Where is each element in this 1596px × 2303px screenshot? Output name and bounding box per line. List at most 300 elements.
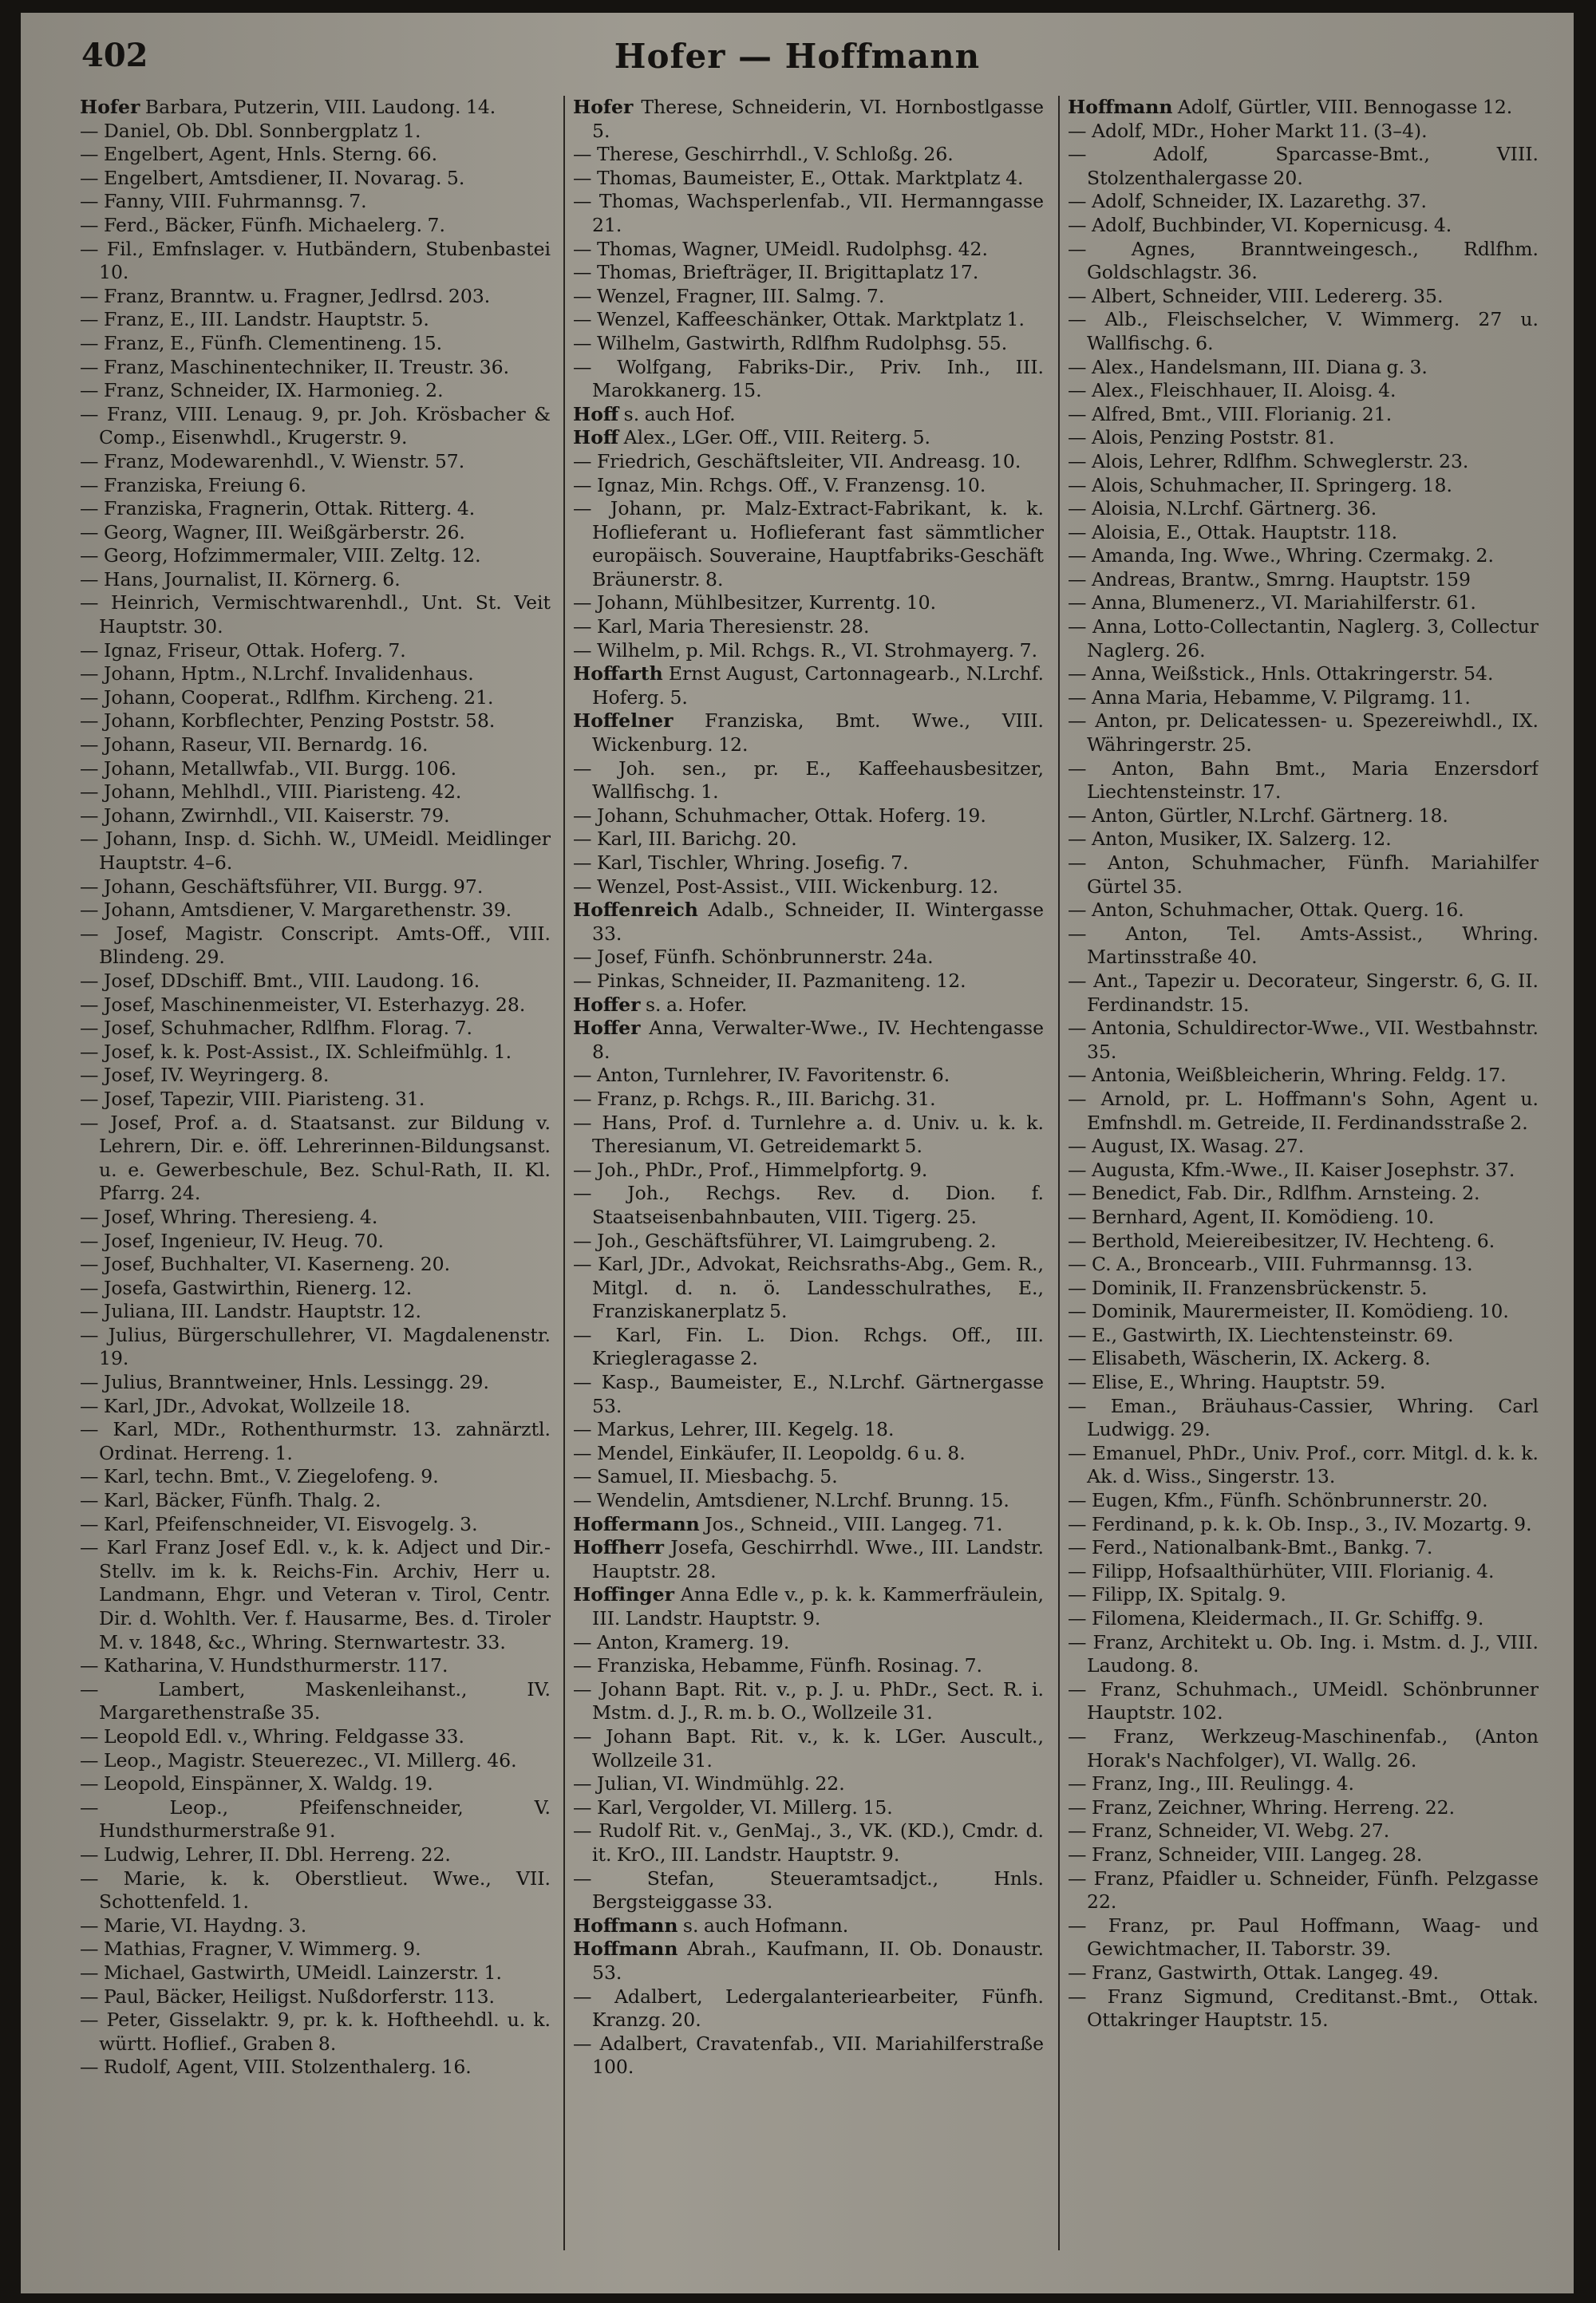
entry-text: — Karl, Tischler, Whring. Josefig. 7. (573, 851, 909, 874)
directory-entry (573, 993, 1044, 1017)
entry-text: — Franz, E., Fünfh. Clementineng. 15. (80, 331, 443, 354)
directory-entry (573, 804, 1044, 828)
entry-text: — Franz, Modewarenhdl., V. Wienstr. 57. (80, 449, 465, 472)
directory-entry (80, 143, 551, 167)
entry-text: — Filipp, IX. Spitalg. 9. (1068, 1583, 1286, 1606)
directory-entry (80, 1938, 551, 1961)
directory-entry (1068, 1324, 1539, 1348)
entry-text: — Karl, Bäcker, Fünfh. Thalg. 2. (80, 1489, 381, 1512)
entry-text: — Juliana, III. Landstr. Hauptstr. 12. (80, 1300, 421, 1323)
directory-entry (1068, 544, 1539, 568)
directory-entry (1068, 1277, 1539, 1301)
directory-entry (80, 308, 551, 332)
entry-text: — Joh., Geschäftsführer, VI. Laimgrubeng. 2. (573, 1229, 997, 1252)
directory-entry (573, 285, 1044, 309)
directory-entry (573, 1465, 1044, 1489)
entry-text: — Mendel, Einkäufer, II. Leopoldg. 6 u. 8. (573, 1441, 966, 1464)
directory-entry (80, 1843, 551, 1867)
directory-entry (573, 332, 1044, 356)
directory-entry (80, 285, 551, 309)
entry-text: — Karl, III. Barichg. 20. (573, 828, 797, 851)
entry-text: — Alb., Fleischselcher, V. Wimmerg. 27 u. Wallfischg. 6. (1068, 308, 1539, 354)
entry-text: — Josef, Maschinenmeister, VI. Esterhazyg. 28. (80, 993, 526, 1016)
directory-entry (80, 1041, 551, 1065)
directory-entry (1068, 1583, 1539, 1607)
directory-entry (573, 1418, 1044, 1442)
entry-text: — Anton, pr. Delicatessen- u. Spezereiwhdl., IX. Währingerstr. 25. (1068, 709, 1539, 756)
entry-text: — Josef, Tapezir, VIII. Piaristeng. 31. (80, 1087, 425, 1110)
directory-entry (80, 474, 551, 498)
entry-text: — Kasp., Baumeister, E., N.Lrchf. Gärtnergasse 53. (573, 1371, 1044, 1417)
directory-entry (1068, 1395, 1539, 1442)
directory-entry (573, 639, 1044, 663)
directory-entry (1068, 450, 1539, 474)
entry-text: — Mathias, Fragner, V. Wimmerg. 9. (80, 1938, 421, 1961)
directory-entry (1068, 1371, 1539, 1395)
entry-text: — Johann, Zwirnhdl., VII. Kaiserstr. 79. (80, 804, 450, 827)
entry-text: Franziska, Bmt. Wwe., VIII. Wickenburg. 12. (592, 709, 1044, 756)
entry-text: — Augusta, Kfm.-Wwe., II. Kaiser Josephstr. 37. (1068, 1158, 1515, 1181)
entry-text: — Karl, MDr., Rothenthurmstr. 13. zahnärztl. Ordinat. Herreng. 1. (80, 1418, 551, 1464)
directory-entry (80, 1725, 551, 1749)
directory-entry (573, 662, 1044, 709)
entry-text: — Adolf, MDr., Hoher Markt 11. (3–4). (1068, 119, 1428, 142)
directory-entry (1068, 308, 1539, 355)
directory-entry (80, 167, 551, 191)
entry-text: Abrah., Kaufmann, II. Ob. Donaustr. 53. (592, 1938, 1044, 1984)
entry-text: — Samuel, II. Miesbachg. 5. (573, 1465, 838, 1488)
directory-entry (573, 426, 1044, 450)
entry-text: — Anton, Tel. Amts-Assist., Whring. Martinsstraße 40. (1068, 922, 1539, 969)
entry-text: — Anton, Bahn Bmt., Maria Enzersdorf Liechtensteinstr. 17. (1068, 756, 1539, 804)
entry-text: — Hans, Prof. d. Turnlehre a. d. Univ. u. k. k. Theresianum, VI. Getreidemarkt 5. (573, 1111, 1044, 1158)
entry-text: — Josef, DDschiff. Bmt., VIII. Laudong. 16. (80, 969, 480, 992)
directory-entry (1068, 1442, 1539, 1489)
directory-entry (1068, 1513, 1539, 1537)
entry-text: — Franz, Schuhmach., UMeidl. Schönbrunner Hauptstr. 102. (1068, 1677, 1539, 1724)
entry-text: — Johann, Cooperat., Rdlfhm. Kircheng. 21. (80, 685, 494, 709)
entry-text: — Filomena, Kleidermach., II. Gr. Schiffg. 9. (1068, 1607, 1484, 1629)
directory-entry (80, 993, 551, 1017)
directory-entry (80, 450, 551, 474)
entry-text: — Franz Sigmund, Creditanst.-Bmt., Ottak. Ottakringer Hauptstr. 15. (1068, 1985, 1539, 2032)
entry-text: — Franz, Gastwirth, Ottak. Langeg. 49. (1068, 1961, 1440, 1984)
directory-entry (80, 922, 551, 970)
directory-entry (1068, 96, 1539, 120)
directory-entry (573, 190, 1044, 237)
entry-text: — Hans, Journalist, II. Körnerg. 6. (80, 567, 401, 591)
directory-entry (573, 238, 1044, 262)
directory-entry (80, 899, 551, 922)
entry-text: — Johann, Geschäftsführer, VII. Burgg. 97. (80, 875, 484, 898)
entry-text: — Anton, Kramerg. 19. (573, 1630, 790, 1653)
entry-text: — Thomas, Briefträger, II. Brigittaplatz 17. (573, 261, 979, 284)
directory-entry (573, 1442, 1044, 1466)
directory-entry (1068, 1607, 1539, 1631)
entry-text: — E., Gastwirth, IX. Liechtensteinstr. 69. (1068, 1323, 1454, 1346)
entry-text: — Franz, Schneider, VI. Webg. 27. (1068, 1819, 1390, 1843)
entry-text: — Alois, Penzing Poststr. 81. (1068, 426, 1335, 449)
entry-text: — Franz, Werkzeug-Maschinenfab., (Anton Horak's Nachfolger), VI. Wallg. 26. (1068, 1724, 1539, 1772)
directory-entry (80, 356, 551, 380)
directory-entry (573, 450, 1044, 474)
entry-text: — Daniel, Ob. Dbl. Sonnbergplatz 1. (80, 119, 421, 142)
entry-text: — Adalbert, Ledergalanteriearbeiter, Fünfh. Kranzg. 20. (573, 1985, 1044, 2032)
directory-entry (80, 1914, 551, 1938)
directory-entry (80, 1513, 551, 1537)
directory-entry (573, 1536, 1044, 1583)
surname-heading: Hoffarth (573, 662, 663, 685)
directory-entry (573, 709, 1044, 756)
directory-entry (80, 238, 551, 285)
entry-text: — Georg, Hofzimmermaler, VIII. Zeltg. 12. (80, 544, 481, 567)
entry-text: Adolf, Gürtler, VIII. Bennogasse 12. (1177, 96, 1513, 118)
entry-text: — Fanny, VIII. Fuhrmannsg. 7. (80, 190, 367, 213)
entry-text: — Franz, Architekt u. Ob. Ing. i. Mstm. d. J., VIII. Laudong. 8. (1068, 1630, 1539, 1677)
directory-entry (573, 1088, 1044, 1112)
entry-text: — Josef, k. k. Post-Assist., IX. Schleifmühlg. 1. (80, 1040, 512, 1063)
entry-text: s. auch Hof. (623, 402, 736, 425)
directory-entry (1068, 1182, 1539, 1206)
directory-entry (573, 1064, 1044, 1088)
entry-text: — Adolf, Sparcasse-Bmt., VIII. Stolzenthalergasse 20. (1068, 143, 1539, 189)
directory-entry (573, 1017, 1044, 1064)
column-right (1068, 96, 1539, 2266)
directory-entry (1068, 1230, 1539, 1254)
directory-entry (80, 332, 551, 356)
entry-text: — Joh., Rechgs. Rev. d. Dion. f. Staatseisenbahnbauten, VIII. Tigerg. 25. (573, 1182, 1044, 1228)
directory-entry (1068, 285, 1539, 309)
directory-entry (80, 1371, 551, 1395)
directory-entry (573, 1182, 1044, 1229)
entry-text: — Alex., Fleischhauer, II. Aloisg. 4. (1068, 379, 1396, 402)
surname-heading: Hoffmann (573, 1914, 678, 1937)
page-header (21, 37, 1574, 81)
directory-entry (573, 1819, 1044, 1866)
entry-text: — Franz, p. Rchgs. R., III. Barichg. 31. (573, 1087, 936, 1110)
directory-entry (1068, 1159, 1539, 1183)
directory-entry (80, 780, 551, 804)
directory-entry (573, 899, 1044, 946)
directory-entry (573, 828, 1044, 851)
entry-text: — Lambert, Maskenleihanst., IV. Margarethenstraße 35. (80, 1677, 551, 1724)
entry-text: Anna Edle v., p. k. k. Kammerfräulein, III. Landstr. Hauptstr. 9. (592, 1583, 1044, 1629)
entry-text: — Anton, Turnlehrer, IV. Favoritenstr. 6. (573, 1064, 950, 1087)
directory-entry (80, 1253, 551, 1277)
entry-text: — Rudolf, Agent, VIII. Stolzenthalerg. 16. (80, 2056, 472, 2079)
directory-entry (80, 591, 551, 638)
directory-entry (1068, 970, 1539, 1017)
directory-entry (80, 1536, 551, 1654)
entry-text: — Franz, Zeichner, Whring. Herreng. 22. (1068, 1795, 1456, 1819)
entry-text: — Peter, Gisselaktr. 9, pr. k. k. Hoftheehdl. u. k. württ. Hoflief., Graben 8. (80, 2009, 551, 2055)
entry-text: — Franziska, Fragnerin, Ottak. Ritterg. 4. (80, 497, 476, 520)
entry-text: — Eman., Bräuhaus-Cassier, Whring. Carl Ludwigg. 29. (1068, 1394, 1539, 1441)
directory-entry (80, 1300, 551, 1324)
entry-text: — Anna, Lotto-Collectantin, Naglerg. 3, Collectur Naglerg. 26. (1068, 615, 1539, 662)
entry-text: — Johann Bapt. Rit. v., p. J. u. PhDr., Sect. R. i. Mstm. d. J., R. m. b. O., Wollzeile 31. (573, 1677, 1044, 1724)
directory-entry (1068, 426, 1539, 450)
entry-text: — Adalbert, Cravatenfab., VII. Mariahilferstraße 100. (573, 2032, 1044, 2079)
directory-entry (1068, 899, 1539, 922)
entry-text: — Ferd., Nationalbank-Bmt., Bankg. 7. (1068, 1536, 1433, 1559)
entry-text: — Aloisia, N.Lrchf. Gärtnerg. 36. (1068, 497, 1377, 520)
directory-entry (1068, 1536, 1539, 1560)
directory-entry (1068, 1843, 1539, 1867)
entry-text: — Johann, Schuhmacher, Ottak. Hoferg. 19. (573, 804, 986, 827)
directory-entry (1068, 356, 1539, 380)
directory-entry (573, 356, 1044, 403)
directory-entry (573, 970, 1044, 993)
directory-entry (80, 709, 551, 733)
entry-text: — Johann, Korbflechter, Penzing Poststr. 58. (80, 709, 496, 733)
directory-entry (573, 1324, 1044, 1371)
entry-text: — Josef, Schuhmacher, Rdlfhm. Florag. 7. (80, 1017, 472, 1040)
directory-entry (1068, 1631, 1539, 1678)
entry-text: — Anna, Weißstick., Hnls. Ottakringerstr. 54. (1068, 662, 1494, 685)
entry-text: — Anna, Blumenerz., VI. Mariahilferstr. 61. (1068, 591, 1476, 614)
entry-text: — Wolfgang, Fabriks-Dir., Priv. Inh., III. Marokkanerg. 15. (573, 355, 1044, 402)
surname-heading: Hoffer (573, 993, 641, 1016)
entry-text: — Johann, Insp. d. Sichh. W., UMeidl. Meidlinger Hauptstr. 4–6. (80, 828, 551, 874)
directory-entry (80, 1088, 551, 1112)
entry-text: — Eugen, Kfm., Fünfh. Schönbrunnerstr. 20. (1068, 1489, 1488, 1512)
entry-text: — Wenzel, Kaffeeschänker, Ottak. Marktplatz 1. (573, 308, 1025, 331)
directory-entry (80, 1961, 551, 1985)
entry-text: — Berthold, Meiereibesitzer, IV. Hechteng. 6. (1068, 1229, 1495, 1252)
entry-text: — Filipp, Hofsaalthürhüter, VIII. Florianig. 4. (1068, 1559, 1495, 1582)
entry-text: — Johann Bapt. Rit. v., k. k. LGer. Auscult., Wollzeile 31. (573, 1724, 1044, 1772)
entry-text: — Josef, Fünfh. Schönbrunnerstr. 24a. (573, 946, 934, 969)
directory-entry (80, 1489, 551, 1513)
entry-text: — Karl, techn. Bmt., V. Ziegelofeng. 9. (80, 1465, 439, 1488)
directory-entry (573, 1631, 1044, 1655)
entry-text: — Dominik, Maurermeister, II. Komödieng. 10. (1068, 1300, 1509, 1323)
entry-text: — Antonia, Weißbleicherin, Whring. Feldg. 17. (1068, 1064, 1507, 1087)
entry-text: — Josefa, Gastwirthin, Rienerg. 12. (80, 1276, 413, 1299)
directory-entry (573, 1725, 1044, 1772)
directory-entry (1068, 1772, 1539, 1796)
column-middle (573, 96, 1044, 2266)
entry-text: — Ignaz, Friseur, Ottak. Hoferg. 7. (80, 638, 406, 662)
entry-text: — Wenzel, Post-Assist., VIII. Wickenburg. 12. (573, 875, 999, 898)
entry-text: — Aloisia, E., Ottak. Hauptstr. 118. (1068, 520, 1398, 543)
entry-text: — Arnold, pr. L. Hoffmann's Sohn, Agent u. Emfnshdl. m. Getreide, II. Ferdinandsstraße 2. (1068, 1087, 1539, 1134)
directory-entry (1068, 1796, 1539, 1820)
directory-entry (80, 214, 551, 238)
directory-entry (573, 1938, 1044, 1985)
directory-entry (1068, 214, 1539, 238)
entry-text: — Joh., PhDr., Prof., Himmelpfortg. 9. (573, 1158, 928, 1181)
entry-text: — Johann, Mühlbesitzer, Kurrentg. 10. (573, 591, 937, 614)
entry-text: — Fil., Emfnslager. v. Hutbändern, Stubenbastei 10. (80, 237, 551, 284)
entry-text: — Karl Franz Josef Edl. v., k. k. Adject und Dir.-Stellv. im k. k. Reichs-Fin. Archiv, Herr u. Landmann, Ehgr. und Veteran v. Tirol, Centr. Dir. d. Wohlth. Ver. f. Hausarme, Bes. d. Tiroler M. v. 1848, &c., Whring. Sternwartestr. 33. (80, 1536, 551, 1653)
entry-text: Josefa, Geschirrhdl. Wwe., III. Landstr. Hauptstr. 28. (592, 1536, 1044, 1582)
surname-heading: Hofer (80, 96, 140, 118)
directory-entry (573, 1159, 1044, 1183)
directory-entry (1068, 1253, 1539, 1277)
entry-text: — Wilhelm, Gastwirth, Rdlfhm Rudolphsg. 55. (573, 331, 1008, 354)
directory-entry (1068, 1347, 1539, 1371)
entry-text: — Karl, Pfeifenschneider, VI. Eisvogelg. 3. (80, 1512, 478, 1535)
directory-entry (573, 261, 1044, 285)
directory-entry (1068, 1867, 1539, 1914)
directory-entry (80, 1395, 551, 1419)
directory-entry (80, 120, 551, 144)
entry-text: — Anna Maria, Hebamme, V. Pilgramg. 11. (1068, 685, 1471, 709)
entry-text: — Marie, k. k. Oberstlieut. Wwe., VII. Schottenfeld. 1. (80, 1866, 551, 1914)
directory-entry (573, 143, 1044, 167)
surname-heading: Hoffmann (573, 1938, 678, 1961)
entry-text: s. auch Hofmann. (682, 1914, 849, 1937)
directory-entry (573, 1253, 1044, 1324)
directory-entry (80, 757, 551, 781)
entry-text: — Markus, Lehrer, III. Kegelg. 18. (573, 1418, 895, 1441)
entry-text: — Franz, pr. Paul Hoffmann, Waag- und Gewichtmacher, II. Taborstr. 39. (1068, 1914, 1539, 1961)
directory-entry (1068, 1300, 1539, 1324)
directory-entry (80, 875, 551, 899)
entry-text: Barbara, Putzerin, VIII. Laudong. 14. (144, 96, 496, 118)
entry-text: Adalb., Schneider, II. Wintergasse 33. (592, 899, 1044, 945)
directory-entry (80, 1985, 551, 2009)
directory-entry (1068, 804, 1539, 828)
entry-text: — Anton, Musiker, IX. Salzerg. 12. (1068, 828, 1392, 851)
entry-text: — Karl, JDr., Advokat, Wollzeile 18. (80, 1394, 411, 1417)
entry-text: — Marie, VI. Haydng. 3. (80, 1914, 307, 1937)
directory-entry (1068, 1017, 1539, 1064)
directory-entry (1068, 568, 1539, 592)
directory-entry (80, 804, 551, 828)
entry-text: — Franz, Maschinentechniker, II. Treustr. 36. (80, 355, 510, 378)
directory-entry (573, 1914, 1044, 1938)
directory-entry (1068, 1489, 1539, 1513)
directory-entry (1068, 662, 1539, 686)
entry-text: s. a. Hofer. (645, 993, 748, 1016)
directory-entry (1068, 1914, 1539, 1961)
directory-entry (573, 591, 1044, 615)
directory-entry (80, 521, 551, 545)
entry-text: — Franz, VIII. Lenaug. 9, pr. Joh. Krösbacher & Comp., Eisenwhdl., Krugerstr. 9. (80, 402, 551, 449)
directory-entry (1068, 686, 1539, 710)
directory-entry (80, 1112, 551, 1206)
directory-entry (1068, 1725, 1539, 1772)
entry-text: — Anton, Schuhmacher, Fünfh. Mariahilfer Gürtel 35. (1068, 851, 1539, 898)
directory-entry (573, 1513, 1044, 1537)
directory-entry (1068, 521, 1539, 545)
entry-text: — Rudolf Rit. v., GenMaj., 3., VK. (KD.), Cmdr. d. it. KrO., III. Landstr. Hauptstr. 9. (573, 1819, 1044, 1866)
directory-page (21, 13, 1574, 2293)
entry-text: — Thomas, Wagner, UMeidl. Rudolphsg. 42. (573, 237, 988, 260)
entry-text: — Johann, Metallwfab., VII. Burgg. 106. (80, 756, 457, 780)
entry-text: — Franziska, Hebamme, Fünfh. Rosinag. 7. (573, 1654, 982, 1677)
directory-entry (1068, 922, 1539, 970)
entry-text: — Thomas, Wachsperlenfab., VII. Hermanngasse 21. (573, 190, 1044, 236)
directory-entry (80, 379, 551, 403)
entry-text: — Johann, Amtsdiener, V. Margarethenstr. 39. (80, 899, 512, 922)
directory-entry (1068, 1678, 1539, 1725)
surname-heading: Hoffelner (573, 709, 674, 733)
entry-text: — Ferdinand, p. k. k. Ob. Insp., 3., IV. Mozartg. 9. (1068, 1512, 1532, 1535)
entry-text: — Wendelin, Amtsdiener, N.Lrchf. Brunng. 15. (573, 1489, 1009, 1512)
entry-text: — Leopold Edl. v., Whring. Feldgasse 33. (80, 1724, 464, 1748)
entry-text: — Johann, pr. Malz-Extract-Fabrikant, k. k. Hoflieferant u. Hoflieferant fast sämmtlicher europäisch. Souveraine, Hauptfabriks-Geschäft Bräunerstr. 8. (573, 497, 1044, 591)
directory-entry (573, 308, 1044, 332)
directory-entry (80, 403, 551, 450)
directory-entry (573, 1583, 1044, 1630)
directory-entry (1068, 709, 1539, 756)
entry-text: Alex., LGer. Off., VIII. Reiterg. 5. (623, 426, 930, 449)
directory-entry (1068, 1560, 1539, 1584)
directory-entry (80, 686, 551, 710)
surname-heading: Hoffinger (573, 1583, 674, 1606)
entry-text: — Engelbert, Agent, Hnls. Sterng. 66. (80, 143, 438, 166)
directory-entry (573, 875, 1044, 899)
directory-entry (573, 1772, 1044, 1796)
directory-entry (80, 1749, 551, 1773)
entry-text: — Josef, Ingenieur, IV. Heug. 70. (80, 1229, 384, 1252)
entry-text: — Michael, Gastwirth, UMeidl. Lainzerstr. 1. (80, 1961, 502, 1984)
entry-text: — Karl, Maria Theresienstr. 28. (573, 615, 870, 638)
directory-entry (1068, 1819, 1539, 1843)
directory-entry (1068, 497, 1539, 521)
entry-text: — Ludwig, Lehrer, II. Dbl. Herreng. 22. (80, 1843, 451, 1866)
column-divider (1058, 96, 1060, 2250)
entry-text: — Wenzel, Fragner, III. Salmg. 7. (573, 284, 885, 307)
directory-entry (80, 970, 551, 993)
entry-text: — C. A., Broncearb., VIII. Fuhrmannsg. 13. (1068, 1253, 1473, 1276)
directory-entry (80, 2009, 551, 2056)
surname-heading: Hoff (573, 426, 619, 449)
directory-entry (1068, 615, 1539, 662)
directory-entry (1068, 1088, 1539, 1135)
directory-entry (1068, 591, 1539, 615)
directory-entry (573, 1796, 1044, 1820)
entry-text: — Franziska, Freiung 6. (80, 473, 306, 496)
entry-text: — Franz, E., III. Landstr. Hauptstr. 5. (80, 308, 429, 331)
surname-heading: Hoffermann (573, 1512, 700, 1535)
directory-entry (1068, 403, 1539, 427)
entry-text: — Agnes, Branntweingesch., Rdlfhm. Goldschlagstr. 36. (1068, 237, 1539, 284)
entry-text: — Amanda, Ing. Wwe., Whring. Czermakg. 2. (1068, 544, 1494, 567)
entry-text: — Antonia, Schuldirector-Wwe., VII. Westbahnstr. 35. (1068, 1017, 1539, 1063)
entry-text: — Andreas, Brantw., Smrng. Hauptstr. 159 (1068, 567, 1471, 591)
directory-entry (573, 497, 1044, 591)
entry-text: — Leop., Pfeifenschneider, V. Hundsthurmerstraße 91. (80, 1795, 551, 1843)
directory-entry (573, 1112, 1044, 1159)
directory-entry (573, 1230, 1044, 1254)
directory-entry (80, 1230, 551, 1254)
page-number: 402 (81, 37, 148, 74)
entry-text: — Franz, Pfaidler u. Schneider, Fünfh. Pelzgasse 22. (1068, 1866, 1539, 1914)
directory-entry (573, 1678, 1044, 1725)
entry-text: — Josef, Magistr. Conscript. Amts-Off., VIII. Blindeng. 29. (80, 922, 551, 969)
directory-entry (80, 1064, 551, 1088)
directory-entry (80, 1418, 551, 1465)
directory-entry (573, 1985, 1044, 2032)
directory-entry (573, 1371, 1044, 1418)
entry-text: — Josef, IV. Weyringerg. 8. (80, 1064, 330, 1087)
entry-text: — Franz, Schneider, VIII. Langeg. 28. (1068, 1843, 1423, 1866)
entry-text: — Dominik, II. Franzensbrückenstr. 5. (1068, 1276, 1428, 1299)
directory-entry (1068, 1064, 1539, 1088)
directory-entry (80, 190, 551, 214)
surname-heading: Hoffherr (573, 1536, 664, 1559)
directory-entry (80, 2056, 551, 2080)
directory-entry (1068, 1985, 1539, 2032)
directory-entry (80, 1796, 551, 1843)
surname-heading: Hoff (573, 402, 619, 425)
entry-text: — Paul, Bäcker, Heiligst. Nußdorferstr. 113. (80, 1985, 496, 2008)
